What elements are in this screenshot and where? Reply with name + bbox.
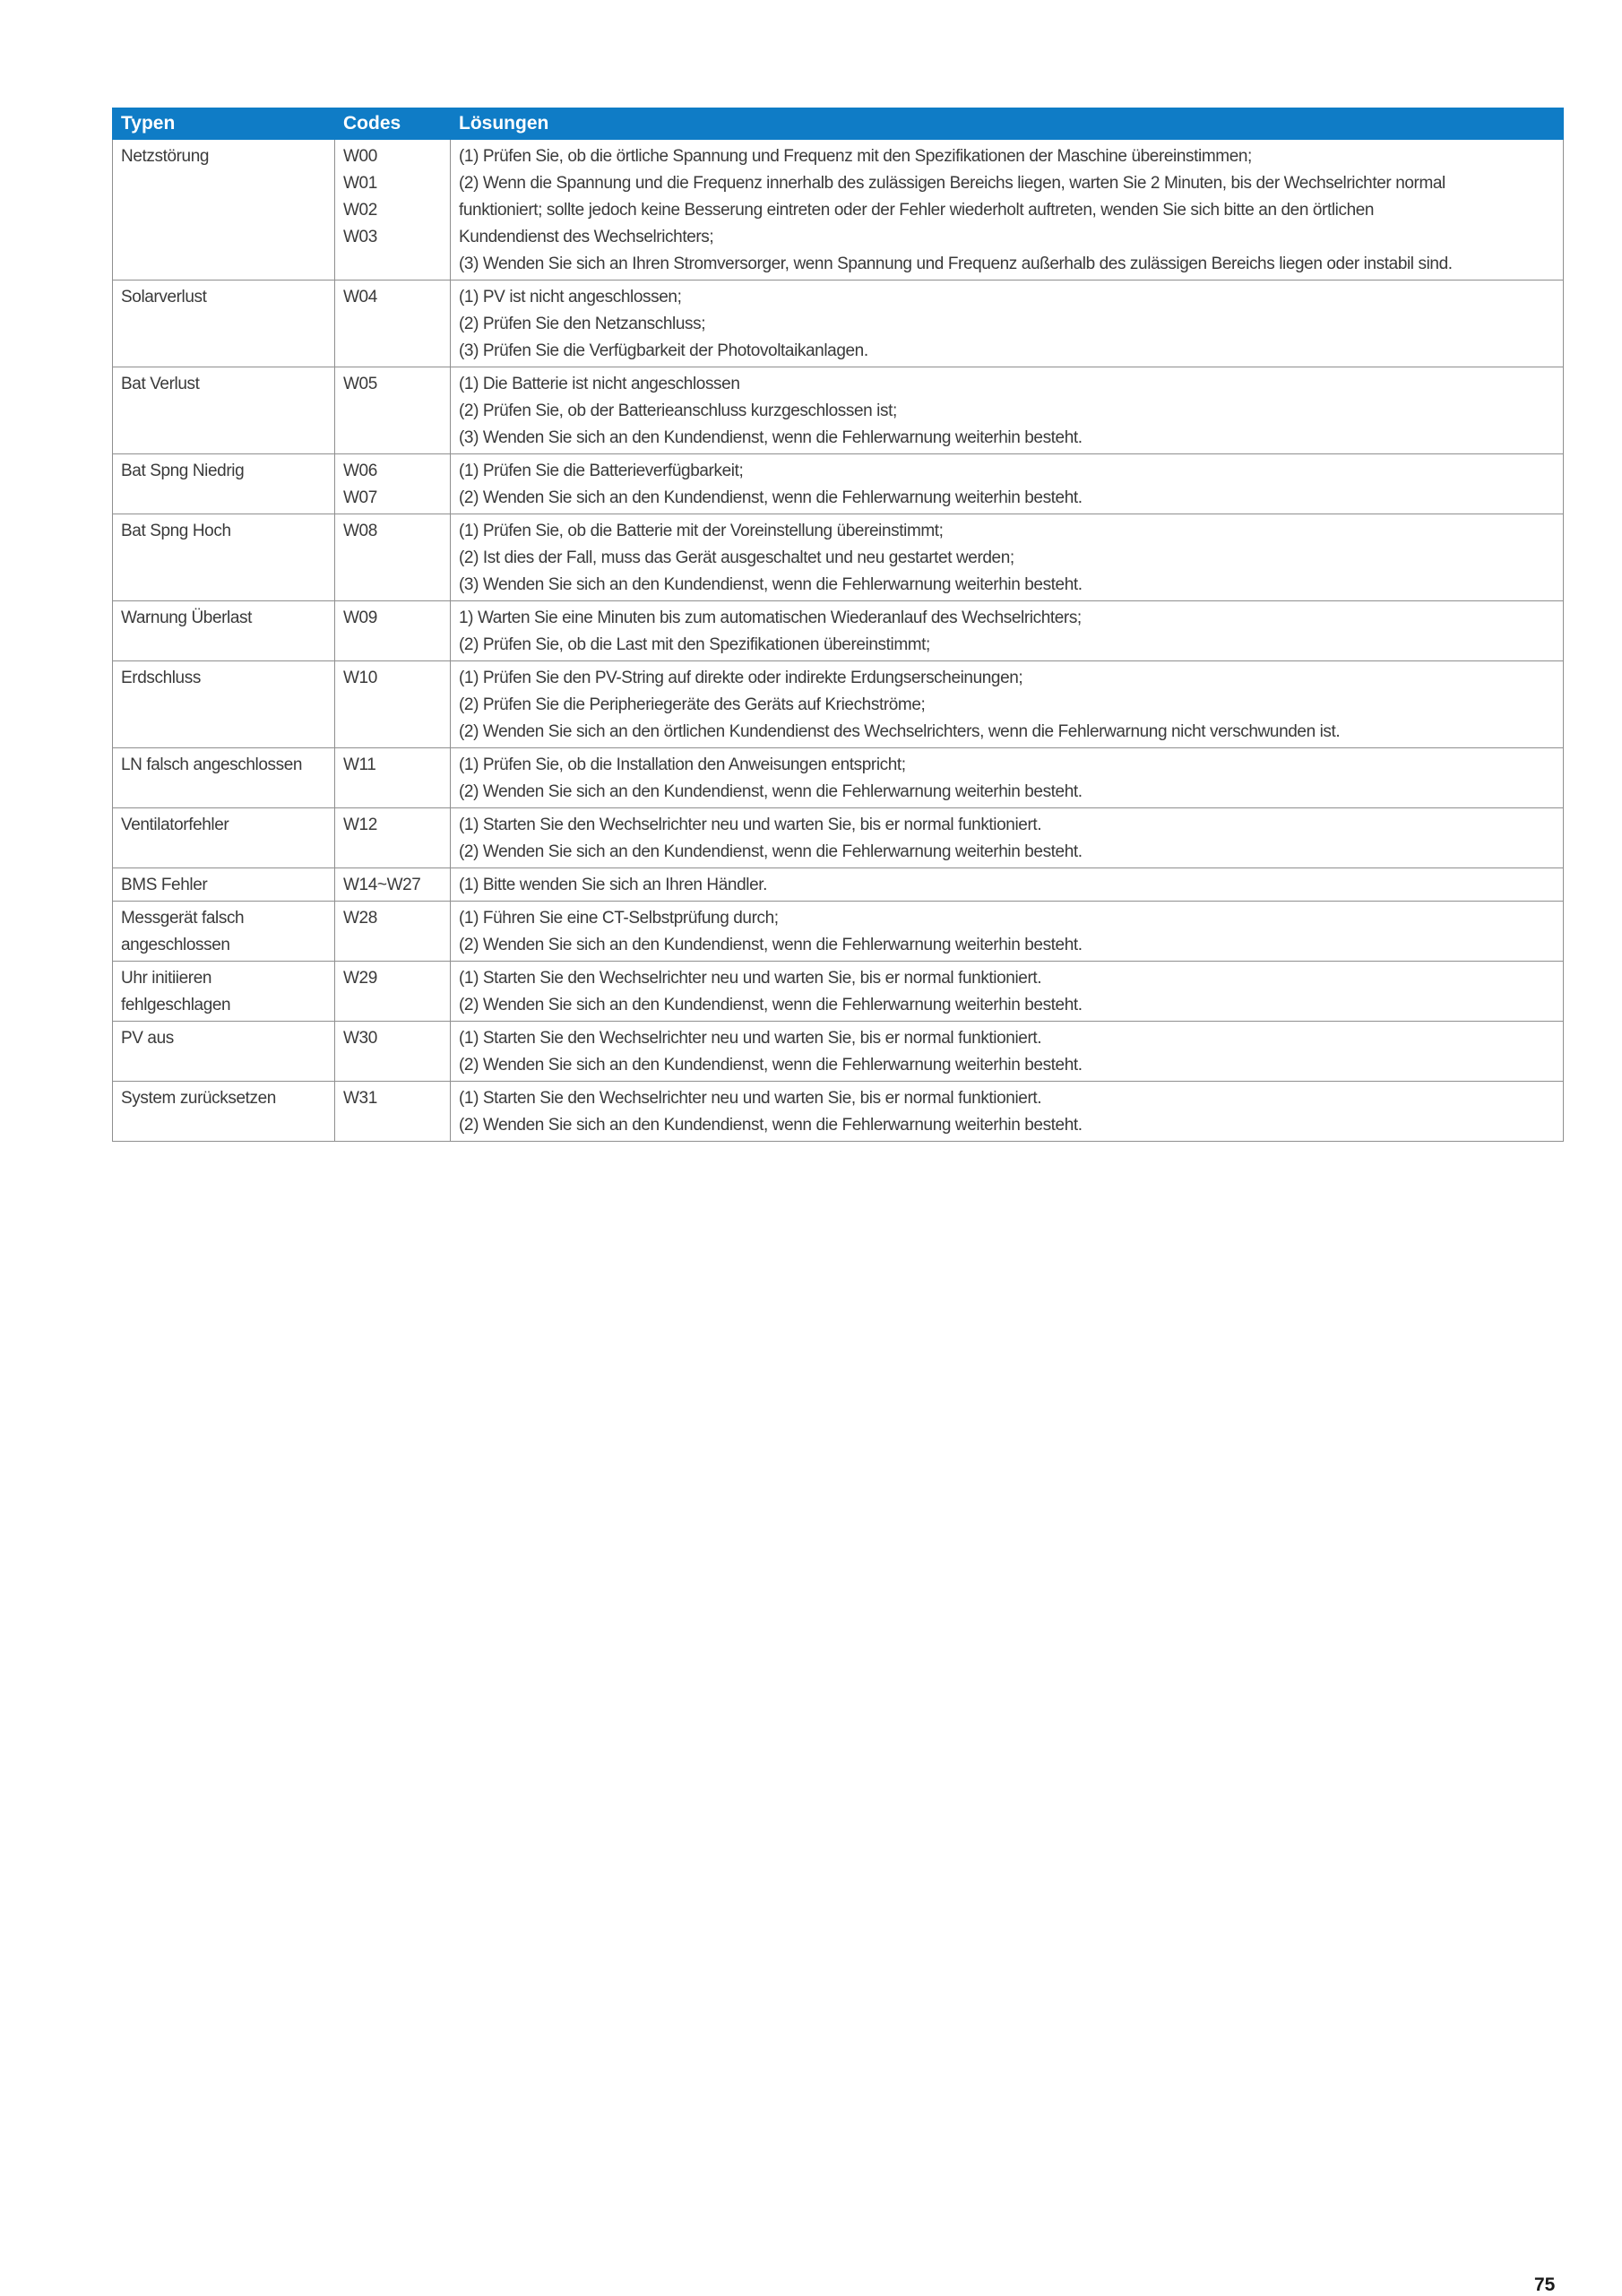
codes-cell	[335, 281, 451, 367]
code-line: W01	[343, 174, 377, 193]
type-cell	[113, 1082, 335, 1142]
table-row	[113, 661, 1564, 748]
code-line: W05	[343, 375, 377, 393]
solution-line: (1) Bitte wenden Sie sich an Ihren Händler.	[459, 876, 768, 894]
table-row	[113, 601, 1564, 661]
type-line: fehlgeschlagen	[121, 996, 231, 1014]
type-line: Erdschluss	[121, 669, 201, 687]
type-cell	[113, 454, 335, 514]
solution-cell	[451, 962, 1564, 1022]
type-cell	[113, 748, 335, 808]
solution-cell	[451, 1082, 1564, 1142]
solution-cell	[451, 868, 1564, 902]
solution-line: funktioniert; sollte jedoch keine Besserung eintreten oder der Fehler wiederholt auftreten, wenden Sie sich bitte an den örtlichen	[459, 201, 1375, 220]
code-line: W14~W27	[343, 876, 421, 894]
solution-line: (1) Starten Sie den Wechselrichter neu und warten Sie, bis er normal funktioniert.	[459, 1029, 1042, 1048]
table-row	[113, 281, 1564, 367]
solution-line: (2) Wenden Sie sich an den Kundendienst, wenn die Fehlerwarnung weiterhin besteht.	[459, 1116, 1083, 1135]
code-line: W02	[343, 201, 377, 220]
codes-cell	[335, 808, 451, 868]
type-line: Bat Spng Hoch	[121, 522, 231, 540]
solution-line: (2) Wenden Sie sich an den Kundendienst, wenn die Fehlerwarnung weiterhin besteht.	[459, 1056, 1083, 1075]
solution-line: (2) Wenden Sie sich an den Kundendienst, wenn die Fehlerwarnung weiterhin besteht.	[459, 782, 1083, 801]
type-cell	[113, 514, 335, 601]
type-line: Solarverlust	[121, 288, 207, 306]
code-line: W03	[343, 228, 377, 246]
type-line: Bat Spng Niedrig	[121, 462, 245, 480]
solution-line: (2) Wenden Sie sich an den örtlichen Kundendienst des Wechselrichters, wenn die Fehlerwarnung nicht verschwunden ist.	[459, 722, 1341, 741]
solution-cell	[451, 140, 1564, 281]
solution-line: (1) Starten Sie den Wechselrichter neu und warten Sie, bis er normal funktioniert.	[459, 816, 1042, 834]
solution-line: (2) Wenden Sie sich an den Kundendienst, wenn die Fehlerwarnung weiterhin besteht.	[459, 842, 1083, 861]
table-row	[113, 514, 1564, 601]
solution-line: (1) PV ist nicht angeschlossen;	[459, 288, 682, 306]
table-row	[113, 902, 1564, 962]
solution-line: Kundendienst des Wechselrichters;	[459, 228, 714, 246]
codes-cell	[335, 868, 451, 902]
code-line: W31	[343, 1089, 377, 1108]
code-line: W30	[343, 1029, 377, 1048]
type-cell	[113, 601, 335, 661]
solution-line: (1) Prüfen Sie den PV-String auf direkte oder indirekte Erdungserscheinungen;	[459, 669, 1023, 687]
code-line: W00	[343, 147, 377, 166]
table-row	[113, 1022, 1564, 1082]
codes-cell	[335, 140, 451, 281]
solution-line: (3) Wenden Sie sich an den Kundendienst, wenn die Fehlerwarnung weiterhin besteht.	[459, 428, 1083, 447]
code-line: W07	[343, 488, 377, 507]
solution-cell	[451, 1022, 1564, 1082]
type-line: angeschlossen	[121, 936, 230, 954]
table-body	[113, 140, 1564, 1142]
type-cell	[113, 367, 335, 454]
page-number: 75	[1534, 2274, 1556, 2295]
code-line: W10	[343, 669, 377, 687]
solution-line: (1) Prüfen Sie, ob die Batterie mit der Voreinstellung übereinstimmt;	[459, 522, 944, 540]
type-line: BMS Fehler	[121, 876, 208, 894]
type-line: Netzstörung	[121, 147, 210, 166]
codes-cell	[335, 748, 451, 808]
type-line: PV aus	[121, 1029, 174, 1048]
error-codes-table	[112, 108, 1564, 1142]
solution-line: (2) Ist dies der Fall, muss das Gerät ausgeschaltet und neu gestartet werden;	[459, 548, 1014, 567]
type-cell	[113, 962, 335, 1022]
solution-cell	[451, 514, 1564, 601]
solution-line: (1) Starten Sie den Wechselrichter neu und warten Sie, bis er normal funktioniert.	[459, 1089, 1042, 1108]
solution-cell	[451, 661, 1564, 748]
solution-line: (1) Die Batterie ist nicht angeschlossen	[459, 375, 740, 393]
table-row	[113, 808, 1564, 868]
codes-cell	[335, 514, 451, 601]
type-line: Uhr initiieren	[121, 969, 212, 988]
type-cell	[113, 808, 335, 868]
table-row	[113, 367, 1564, 454]
header-codes: Codes	[335, 108, 451, 140]
solution-line: (2) Prüfen Sie die Peripheriegeräte des Geräts auf Kriechströme;	[459, 695, 926, 714]
type-cell	[113, 868, 335, 902]
table-row	[113, 1082, 1564, 1142]
solution-line: (2) Wenden Sie sich an den Kundendienst, wenn die Fehlerwarnung weiterhin besteht.	[459, 488, 1083, 507]
solution-cell	[451, 281, 1564, 367]
solution-line: (3) Wenden Sie sich an Ihren Stromversorger, wenn Spannung und Frequenz außerhalb des zulässigen Bereichs liegen oder instabil sind.	[459, 255, 1453, 273]
type-line: Warnung Überlast	[121, 609, 253, 627]
type-line: Bat Verlust	[121, 375, 200, 393]
solution-line: (1) Prüfen Sie, ob die örtliche Spannung und Frequenz mit den Spezifikationen der Maschine übereinstimmen;	[459, 147, 1252, 166]
codes-cell	[335, 454, 451, 514]
solution-line: (1) Prüfen Sie, ob die Installation den Anweisungen entspricht;	[459, 755, 906, 774]
table-row	[113, 748, 1564, 808]
solution-line: (1) Starten Sie den Wechselrichter neu und warten Sie, bis er normal funktioniert.	[459, 969, 1042, 988]
codes-cell	[335, 367, 451, 454]
codes-cell	[335, 1082, 451, 1142]
table-header-row	[113, 108, 1564, 140]
solution-cell	[451, 748, 1564, 808]
codes-cell	[335, 661, 451, 748]
solution-line: (2) Prüfen Sie den Netzanschluss;	[459, 315, 706, 333]
type-cell	[113, 281, 335, 367]
type-cell	[113, 902, 335, 962]
code-line: W11	[343, 755, 376, 774]
code-line: W04	[343, 288, 377, 306]
code-line: W12	[343, 816, 377, 834]
table-row	[113, 962, 1564, 1022]
solution-cell	[451, 367, 1564, 454]
table-row	[113, 454, 1564, 514]
header-typen: Typen	[113, 108, 335, 140]
code-line: W09	[343, 609, 377, 627]
solution-line: (2) Prüfen Sie, ob die Last mit den Spezifikationen übereinstimmt;	[459, 635, 930, 654]
solution-line: (1) Prüfen Sie die Batterieverfügbarkeit;	[459, 462, 744, 480]
solution-line: (3) Wenden Sie sich an den Kundendienst, wenn die Fehlerwarnung weiterhin besteht.	[459, 575, 1083, 594]
solution-line: (2) Wenden Sie sich an den Kundendienst, wenn die Fehlerwarnung weiterhin besteht.	[459, 996, 1083, 1014]
type-cell	[113, 1022, 335, 1082]
type-line: System zurücksetzen	[121, 1089, 276, 1108]
solution-line: (2) Wenn die Spannung und die Frequenz innerhalb des zulässigen Bereichs liegen, warten Sie 2 Minuten, bis der Wechselrichter normal	[459, 174, 1445, 193]
type-cell	[113, 661, 335, 748]
header-loesungen: Lösungen	[451, 108, 1564, 140]
solution-cell	[451, 454, 1564, 514]
solution-line: 1) Warten Sie eine Minuten bis zum automatischen Wiederanlauf des Wechselrichters;	[459, 609, 1082, 627]
type-line: LN falsch angeschlossen	[121, 755, 303, 774]
code-line: W08	[343, 522, 377, 540]
solution-cell	[451, 902, 1564, 962]
code-line: W28	[343, 909, 377, 928]
solution-line: (2) Wenden Sie sich an den Kundendienst, wenn die Fehlerwarnung weiterhin besteht.	[459, 936, 1083, 954]
table-row	[113, 868, 1564, 902]
solution-line: (3) Prüfen Sie die Verfügbarkeit der Photovoltaikanlagen.	[459, 341, 868, 360]
solution-line: (1) Führen Sie eine CT-Selbstprüfung durch;	[459, 909, 779, 928]
codes-cell	[335, 962, 451, 1022]
type-cell	[113, 140, 335, 281]
type-line: Ventilatorfehler	[121, 816, 229, 834]
solution-line: (2) Prüfen Sie, ob der Batterieanschluss kurzgeschlossen ist;	[459, 401, 897, 420]
code-line: W29	[343, 969, 377, 988]
solution-cell	[451, 808, 1564, 868]
solution-cell	[451, 601, 1564, 661]
table-row	[113, 140, 1564, 281]
codes-cell	[335, 1022, 451, 1082]
codes-cell	[335, 902, 451, 962]
code-line: W06	[343, 462, 377, 480]
type-line: Messgerät falsch	[121, 909, 245, 928]
codes-cell	[335, 601, 451, 661]
